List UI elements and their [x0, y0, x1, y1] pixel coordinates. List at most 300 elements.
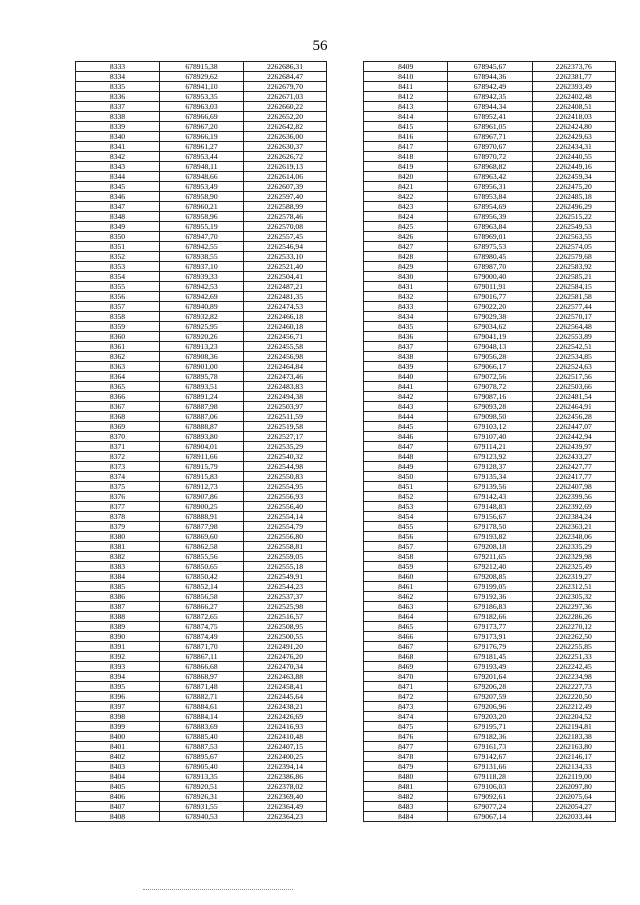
point-number-cell: 8454	[364, 512, 448, 522]
x-coordinate-cell: 678953,35	[160, 92, 244, 102]
point-number-cell: 8429	[364, 262, 448, 272]
table-row	[76, 82, 327, 92]
point-number-cell: 8451	[364, 482, 448, 492]
point-number-cell: 8407	[76, 802, 160, 812]
point-number-cell: 8438	[364, 352, 448, 362]
point-number-cell: 8433	[364, 302, 448, 312]
y-coordinate-cell: 2262500,55	[244, 632, 327, 642]
y-coordinate-cell: 2262555,18	[244, 562, 327, 572]
point-number-cell: 8403	[76, 762, 160, 772]
x-coordinate-cell: 678953,84	[448, 192, 532, 202]
x-coordinate-cell: 678954,69	[448, 202, 532, 212]
y-coordinate-cell: 2262564,48	[532, 322, 615, 332]
point-number-cell: 8411	[364, 82, 448, 92]
y-coordinate-cell: 2262212,49	[532, 702, 615, 712]
y-coordinate-cell: 2262578,46	[244, 212, 327, 222]
y-coordinate-cell: 2262427,77	[532, 462, 615, 472]
table-row	[364, 542, 616, 552]
point-number-cell: 8455	[364, 522, 448, 532]
point-number-cell: 8481	[364, 782, 448, 792]
point-number-cell: 8386	[76, 592, 160, 602]
point-number-cell: 8415	[364, 122, 448, 132]
table-row	[364, 82, 616, 92]
table-row	[364, 182, 616, 192]
table-row	[364, 502, 616, 512]
x-coordinate-cell: 678866,68	[160, 662, 244, 672]
y-coordinate-cell: 2262455,58	[244, 342, 327, 352]
y-coordinate-cell: 2262434,31	[532, 142, 615, 152]
x-coordinate-cell: 678866,27	[160, 602, 244, 612]
table-row	[76, 642, 327, 652]
x-coordinate-cell: 679123,92	[448, 452, 532, 462]
y-coordinate-cell: 2262227,73	[532, 682, 615, 692]
point-number-cell: 8380	[76, 532, 160, 542]
y-coordinate-cell: 2262652,20	[244, 112, 327, 122]
x-coordinate-cell: 678941,10	[160, 82, 244, 92]
y-coordinate-cell: 2262516,57	[244, 612, 327, 622]
x-coordinate-cell: 679041,19	[448, 332, 532, 342]
point-number-cell: 8441	[364, 382, 448, 392]
x-coordinate-cell: 678920,26	[160, 332, 244, 342]
point-number-cell: 8379	[76, 522, 160, 532]
x-coordinate-cell: 678980,45	[448, 252, 532, 262]
point-number-cell: 8442	[364, 392, 448, 402]
y-coordinate-cell: 2262459,34	[532, 172, 615, 182]
x-coordinate-cell: 678895,67	[160, 752, 244, 762]
point-number-cell: 8456	[364, 532, 448, 542]
point-number-cell: 8366	[76, 392, 160, 402]
x-coordinate-cell: 678862,58	[160, 542, 244, 552]
y-coordinate-cell: 2262394,14	[244, 762, 327, 772]
x-coordinate-cell: 679181,45	[448, 652, 532, 662]
point-number-cell: 8427	[364, 242, 448, 252]
point-number-cell: 8458	[364, 552, 448, 562]
table-row	[364, 332, 616, 342]
point-number-cell: 8382	[76, 552, 160, 562]
x-coordinate-cell: 678942,55	[160, 242, 244, 252]
table-row	[364, 432, 616, 442]
point-number-cell: 8335	[76, 82, 160, 92]
table-row	[364, 162, 616, 172]
x-coordinate-cell: 678887,53	[160, 742, 244, 752]
x-coordinate-cell: 678967,20	[160, 122, 244, 132]
y-coordinate-cell: 2262577,44	[532, 302, 615, 312]
table-row	[76, 512, 327, 522]
y-coordinate-cell: 2262487,21	[244, 282, 327, 292]
y-coordinate-cell: 2262407,15	[244, 742, 327, 752]
x-coordinate-cell: 678948,66	[160, 172, 244, 182]
point-number-cell: 8476	[364, 732, 448, 742]
y-coordinate-cell: 2262463,88	[244, 672, 327, 682]
table-row	[76, 302, 327, 312]
x-coordinate-cell: 679067,14	[448, 812, 532, 822]
y-coordinate-cell: 2262456,71	[244, 332, 327, 342]
x-coordinate-cell: 678911,66	[160, 452, 244, 462]
y-coordinate-cell: 2262544,98	[244, 462, 327, 472]
point-number-cell: 8364	[76, 372, 160, 382]
table-row	[364, 232, 616, 242]
table-row	[364, 142, 616, 152]
point-number-cell: 8420	[364, 172, 448, 182]
y-coordinate-cell: 2262220,50	[532, 692, 615, 702]
footer-line	[143, 889, 293, 890]
table-row	[76, 532, 327, 542]
x-coordinate-cell: 679077,24	[448, 802, 532, 812]
y-coordinate-cell: 2262483,83	[244, 382, 327, 392]
x-coordinate-cell: 678926,31	[160, 792, 244, 802]
table-row	[76, 682, 327, 692]
table-row	[76, 392, 327, 402]
x-coordinate-cell: 679208,85	[448, 572, 532, 582]
y-coordinate-cell: 2262485,18	[532, 192, 615, 202]
table-row	[364, 352, 616, 362]
table-row	[76, 232, 327, 242]
x-coordinate-cell: 678963,03	[160, 102, 244, 112]
point-number-cell: 8440	[364, 372, 448, 382]
point-number-cell: 8347	[76, 202, 160, 212]
x-coordinate-cell: 678913,23	[160, 342, 244, 352]
table-row	[76, 742, 327, 752]
point-number-cell: 8401	[76, 742, 160, 752]
y-coordinate-cell: 2262054,27	[532, 802, 615, 812]
x-coordinate-cell: 678953,44	[160, 152, 244, 162]
point-number-cell: 8385	[76, 582, 160, 592]
point-number-cell: 8477	[364, 742, 448, 752]
point-number-cell: 8359	[76, 322, 160, 332]
y-coordinate-cell: 2262549,91	[244, 572, 327, 582]
table-row	[76, 292, 327, 302]
point-number-cell: 8400	[76, 732, 160, 742]
table-row	[76, 492, 327, 502]
point-number-cell: 8375	[76, 482, 160, 492]
x-coordinate-cell: 678855,56	[160, 552, 244, 562]
table-row	[76, 202, 327, 212]
table-row	[76, 352, 327, 362]
y-coordinate-cell: 2262393,49	[532, 82, 615, 92]
point-number-cell: 8342	[76, 152, 160, 162]
x-coordinate-cell: 679106,03	[448, 782, 532, 792]
table-row	[76, 252, 327, 262]
x-coordinate-cell: 678874,75	[160, 622, 244, 632]
x-coordinate-cell: 679178,50	[448, 522, 532, 532]
table-row	[76, 152, 327, 162]
point-number-cell: 8377	[76, 502, 160, 512]
x-coordinate-cell: 679156,67	[448, 512, 532, 522]
x-coordinate-cell: 678913,35	[160, 772, 244, 782]
point-number-cell: 8466	[364, 632, 448, 642]
y-coordinate-cell: 2262163,80	[532, 742, 615, 752]
x-coordinate-cell: 679098,50	[448, 412, 532, 422]
table-row	[364, 772, 616, 782]
table-row	[364, 762, 616, 772]
x-coordinate-cell: 678920,51	[160, 782, 244, 792]
y-coordinate-cell: 2262369,40	[244, 792, 327, 802]
x-coordinate-cell: 678966,69	[160, 112, 244, 122]
x-coordinate-cell: 678885,40	[160, 732, 244, 742]
table-row	[76, 192, 327, 202]
x-coordinate-cell: 679182,36	[448, 732, 532, 742]
point-number-cell: 8472	[364, 692, 448, 702]
table-row	[364, 532, 616, 542]
y-coordinate-cell: 2262496,29	[532, 202, 615, 212]
point-number-cell: 8343	[76, 162, 160, 172]
table-row	[364, 602, 616, 612]
point-number-cell: 8391	[76, 642, 160, 652]
table-row	[364, 692, 616, 702]
y-coordinate-cell: 2262660,22	[244, 102, 327, 112]
table-row	[364, 132, 616, 142]
x-coordinate-cell: 679176,79	[448, 642, 532, 652]
y-coordinate-cell: 2262554,79	[244, 522, 327, 532]
table-row	[364, 452, 616, 462]
point-number-cell: 8346	[76, 192, 160, 202]
x-coordinate-cell: 679173,91	[448, 632, 532, 642]
x-coordinate-cell: 678868,97	[160, 672, 244, 682]
table-body-left	[76, 62, 327, 822]
y-coordinate-cell: 2262242,45	[532, 662, 615, 672]
x-coordinate-cell: 679192,36	[448, 592, 532, 602]
point-number-cell: 8483	[364, 802, 448, 812]
table-row	[364, 572, 616, 582]
table-row	[76, 692, 327, 702]
point-number-cell: 8381	[76, 542, 160, 552]
x-coordinate-cell: 678944,34	[448, 102, 532, 112]
y-coordinate-cell: 2262474,53	[244, 302, 327, 312]
point-number-cell: 8423	[364, 202, 448, 212]
y-coordinate-cell: 2262491,20	[244, 642, 327, 652]
y-coordinate-cell: 2262429,63	[532, 132, 615, 142]
table-row	[76, 502, 327, 512]
x-coordinate-cell: 679103,12	[448, 422, 532, 432]
x-coordinate-cell: 678915,83	[160, 472, 244, 482]
y-coordinate-cell: 2262286,26	[532, 612, 615, 622]
table-row	[76, 242, 327, 252]
x-coordinate-cell: 679201,64	[448, 672, 532, 682]
table-row	[364, 492, 616, 502]
table-row	[76, 432, 327, 442]
x-coordinate-cell: 678871,70	[160, 642, 244, 652]
y-coordinate-cell: 2262445,64	[244, 692, 327, 702]
table-row	[76, 632, 327, 642]
y-coordinate-cell: 2262183,38	[532, 732, 615, 742]
y-coordinate-cell: 2262503,66	[532, 382, 615, 392]
point-number-cell: 8334	[76, 72, 160, 82]
point-number-cell: 8465	[364, 622, 448, 632]
x-coordinate-cell: 679148,83	[448, 502, 532, 512]
table-row	[76, 222, 327, 232]
point-number-cell: 8402	[76, 752, 160, 762]
table-row	[364, 462, 616, 472]
x-coordinate-cell: 678874,49	[160, 632, 244, 642]
y-coordinate-cell: 2262305,32	[532, 592, 615, 602]
table-row	[364, 732, 616, 742]
y-coordinate-cell: 2262364,49	[244, 802, 327, 812]
y-coordinate-cell: 2262581,58	[532, 292, 615, 302]
table-row	[364, 222, 616, 232]
point-number-cell: 8447	[364, 442, 448, 452]
point-number-cell: 8474	[364, 712, 448, 722]
x-coordinate-cell: 679048,13	[448, 342, 532, 352]
point-number-cell: 8412	[364, 92, 448, 102]
table-row	[76, 572, 327, 582]
x-coordinate-cell: 678932,82	[160, 312, 244, 322]
table-row	[364, 652, 616, 662]
point-number-cell: 8449	[364, 462, 448, 472]
table-row	[76, 812, 327, 822]
table-row	[76, 452, 327, 462]
table-row	[364, 552, 616, 562]
point-number-cell: 8470	[364, 672, 448, 682]
table-row	[364, 192, 616, 202]
x-coordinate-cell: 679128,37	[448, 462, 532, 472]
table-row	[76, 312, 327, 322]
point-number-cell: 8404	[76, 772, 160, 782]
table-row	[76, 712, 327, 722]
point-number-cell: 8478	[364, 752, 448, 762]
point-number-cell: 8459	[364, 562, 448, 572]
x-coordinate-cell: 678925,95	[160, 322, 244, 332]
x-coordinate-cell: 679118,28	[448, 772, 532, 782]
x-coordinate-cell: 678956,31	[448, 182, 532, 192]
point-number-cell: 8388	[76, 612, 160, 622]
point-number-cell: 8426	[364, 232, 448, 242]
y-coordinate-cell: 2262424,80	[532, 122, 615, 132]
point-number-cell: 8367	[76, 402, 160, 412]
y-coordinate-cell: 2262373,76	[532, 62, 615, 72]
table-row	[364, 252, 616, 262]
point-number-cell: 8479	[364, 762, 448, 772]
x-coordinate-cell: 679182,66	[448, 612, 532, 622]
table-row	[364, 662, 616, 672]
table-row	[364, 122, 616, 132]
point-number-cell: 8482	[364, 792, 448, 802]
point-number-cell: 8336	[76, 92, 160, 102]
y-coordinate-cell: 2262416,93	[244, 722, 327, 732]
y-coordinate-cell: 2262400,25	[244, 752, 327, 762]
y-coordinate-cell: 2262556,40	[244, 502, 327, 512]
point-number-cell: 8450	[364, 472, 448, 482]
point-number-cell: 8383	[76, 562, 160, 572]
x-coordinate-cell: 678961,27	[160, 142, 244, 152]
table-row	[364, 392, 616, 402]
table-row	[364, 402, 616, 412]
table-row	[76, 92, 327, 102]
table-row	[364, 702, 616, 712]
table-row	[76, 662, 327, 672]
x-coordinate-cell: 678970,67	[448, 142, 532, 152]
y-coordinate-cell: 2262556,93	[244, 492, 327, 502]
y-coordinate-cell: 2262134,33	[532, 762, 615, 772]
y-coordinate-cell: 2262679,70	[244, 82, 327, 92]
table-row	[364, 342, 616, 352]
x-coordinate-cell: 679029,38	[448, 312, 532, 322]
y-coordinate-cell: 2262504,41	[244, 272, 327, 282]
table-row	[76, 142, 327, 152]
point-number-cell: 8425	[364, 222, 448, 232]
x-coordinate-cell: 679022,20	[448, 302, 532, 312]
table-row	[364, 622, 616, 632]
x-coordinate-cell: 678958,96	[160, 212, 244, 222]
x-coordinate-cell: 678938,55	[160, 252, 244, 262]
table-row	[76, 582, 327, 592]
y-coordinate-cell: 2262556,80	[244, 532, 327, 542]
point-number-cell: 8475	[364, 722, 448, 732]
point-number-cell: 8390	[76, 632, 160, 642]
x-coordinate-cell: 678967,71	[448, 132, 532, 142]
table-row	[76, 772, 327, 782]
table-row	[364, 242, 616, 252]
point-number-cell: 8351	[76, 242, 160, 252]
table-row	[76, 282, 327, 292]
point-number-cell: 8462	[364, 592, 448, 602]
point-number-cell: 8416	[364, 132, 448, 142]
point-number-cell: 8457	[364, 542, 448, 552]
x-coordinate-cell: 679161,73	[448, 742, 532, 752]
x-coordinate-cell: 678963,42	[448, 172, 532, 182]
x-coordinate-cell: 678915,79	[160, 462, 244, 472]
y-coordinate-cell: 2262684,47	[244, 72, 327, 82]
x-coordinate-cell: 678884,61	[160, 702, 244, 712]
point-number-cell: 8374	[76, 472, 160, 482]
x-coordinate-cell: 679211,65	[448, 552, 532, 562]
x-coordinate-cell: 679078,72	[448, 382, 532, 392]
table-row	[76, 422, 327, 432]
point-number-cell: 8373	[76, 462, 160, 472]
table-row	[76, 212, 327, 222]
y-coordinate-cell: 2262470,34	[244, 662, 327, 672]
x-coordinate-cell: 678937,10	[160, 262, 244, 272]
y-coordinate-cell: 2262408,51	[532, 102, 615, 112]
point-number-cell: 8418	[364, 152, 448, 162]
table-row	[364, 372, 616, 382]
x-coordinate-cell: 678901,00	[160, 362, 244, 372]
x-coordinate-cell: 678882,71	[160, 692, 244, 702]
y-coordinate-cell: 2262392,69	[532, 502, 615, 512]
x-coordinate-cell: 678940,89	[160, 302, 244, 312]
point-number-cell: 8452	[364, 492, 448, 502]
y-coordinate-cell: 2262550,83	[244, 472, 327, 482]
point-number-cell: 8354	[76, 272, 160, 282]
x-coordinate-cell: 679107,40	[448, 432, 532, 442]
point-number-cell: 8357	[76, 302, 160, 312]
y-coordinate-cell: 2262458,41	[244, 682, 327, 692]
table-row	[76, 412, 327, 422]
y-coordinate-cell: 2262466,18	[244, 312, 327, 322]
point-number-cell: 8421	[364, 182, 448, 192]
y-coordinate-cell: 2262614,06	[244, 172, 327, 182]
point-number-cell: 8419	[364, 162, 448, 172]
point-number-cell: 8352	[76, 252, 160, 262]
y-coordinate-cell: 2262686,31	[244, 62, 327, 72]
point-number-cell: 8480	[364, 772, 448, 782]
point-number-cell: 8353	[76, 262, 160, 272]
x-coordinate-cell: 679016,77	[448, 292, 532, 302]
y-coordinate-cell: 2262329,98	[532, 552, 615, 562]
x-coordinate-cell: 678942,49	[448, 82, 532, 92]
y-coordinate-cell: 2262399,56	[532, 492, 615, 502]
x-coordinate-cell: 678891,24	[160, 392, 244, 402]
y-coordinate-cell: 2262460,18	[244, 322, 327, 332]
point-number-cell: 8464	[364, 612, 448, 622]
x-coordinate-cell: 679135,34	[448, 472, 532, 482]
table-row	[76, 342, 327, 352]
y-coordinate-cell: 2262464,91	[532, 402, 615, 412]
y-coordinate-cell: 2262262,50	[532, 632, 615, 642]
table-row	[364, 72, 616, 82]
y-coordinate-cell: 2262426,69	[244, 712, 327, 722]
x-coordinate-cell: 678969,01	[448, 232, 532, 242]
table-row	[364, 382, 616, 392]
